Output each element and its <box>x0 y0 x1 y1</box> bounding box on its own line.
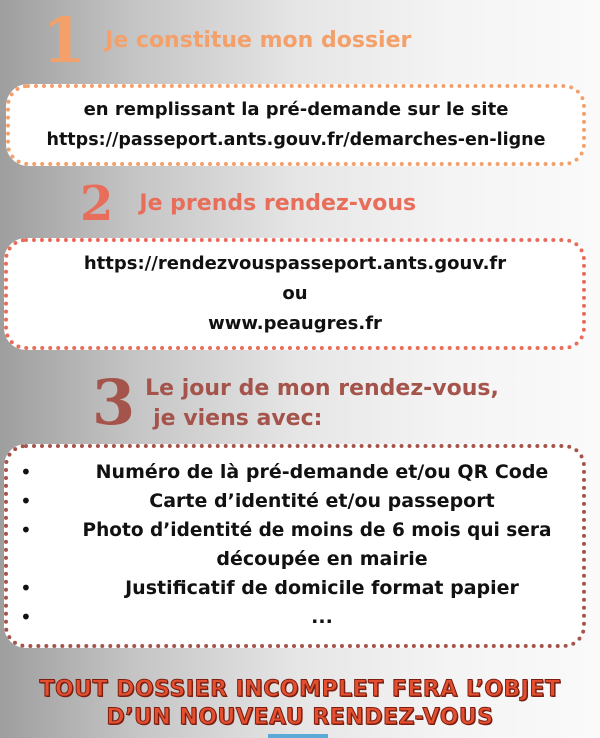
step-1-number: 1 <box>42 4 86 77</box>
list-item-text: Numéro de là pré-demande et/ou QR Code <box>95 461 549 483</box>
footer-line-1: TOUT DOSSIER INCOMPLET FERA L’OBJET <box>39 677 561 702</box>
step-2-header <box>80 176 417 232</box>
list-item <box>12 458 582 487</box>
list-item-text: Justificatif de domicile format papier <box>125 577 519 599</box>
step-1-link[interactable]: https://passeport.ants.gouv.fr/demarches-en-ligne <box>46 130 546 150</box>
step-3-title-line-1: Le jour de mon rendez-vous, <box>145 376 499 401</box>
bullet: • <box>20 518 32 542</box>
list-item <box>12 603 582 632</box>
step-2-title: Je prends rendez-vous <box>139 190 417 216</box>
list-item-text: Photo d’identité de moins de 6 mois qui sera <box>82 520 552 541</box>
step-2-or: ou <box>282 283 308 304</box>
step-1-title: Je constitue mon dossier <box>105 27 412 53</box>
step-2-number: 2 <box>80 176 114 232</box>
bullet: • <box>20 460 32 484</box>
list-item <box>12 574 582 603</box>
bullet: • <box>20 605 32 629</box>
footer-line-2: D’UN NOUVEAU RENDEZ-VOUS <box>106 705 494 730</box>
step-3-title-line-2: je viens avec: <box>153 406 323 431</box>
step-3-list <box>12 458 582 632</box>
step-1-header <box>42 4 412 77</box>
bullet: • <box>20 489 32 513</box>
step-2-link-2[interactable]: www.peaugres.fr <box>208 313 382 334</box>
step-3-number: 3 <box>92 366 136 439</box>
step-1-box <box>6 84 586 166</box>
list-item-continuation <box>12 545 582 574</box>
bottom-accent-bar <box>268 734 328 738</box>
list-item <box>12 516 582 545</box>
list-item-text: ... <box>311 606 333 628</box>
step-2-link-1[interactable]: https://rendezvouspasseport.ants.gouv.fr <box>83 253 507 274</box>
step-3-header <box>92 366 499 439</box>
step-1-line-1: en remplissant la pré-demande sur le site <box>83 99 509 120</box>
list-item-text: Carte d’identité et/ou passeport <box>149 490 495 512</box>
list-item <box>12 487 582 516</box>
step-2-box <box>4 238 586 350</box>
bullet: • <box>20 576 32 600</box>
list-item-text: découpée en mairie <box>216 548 428 570</box>
